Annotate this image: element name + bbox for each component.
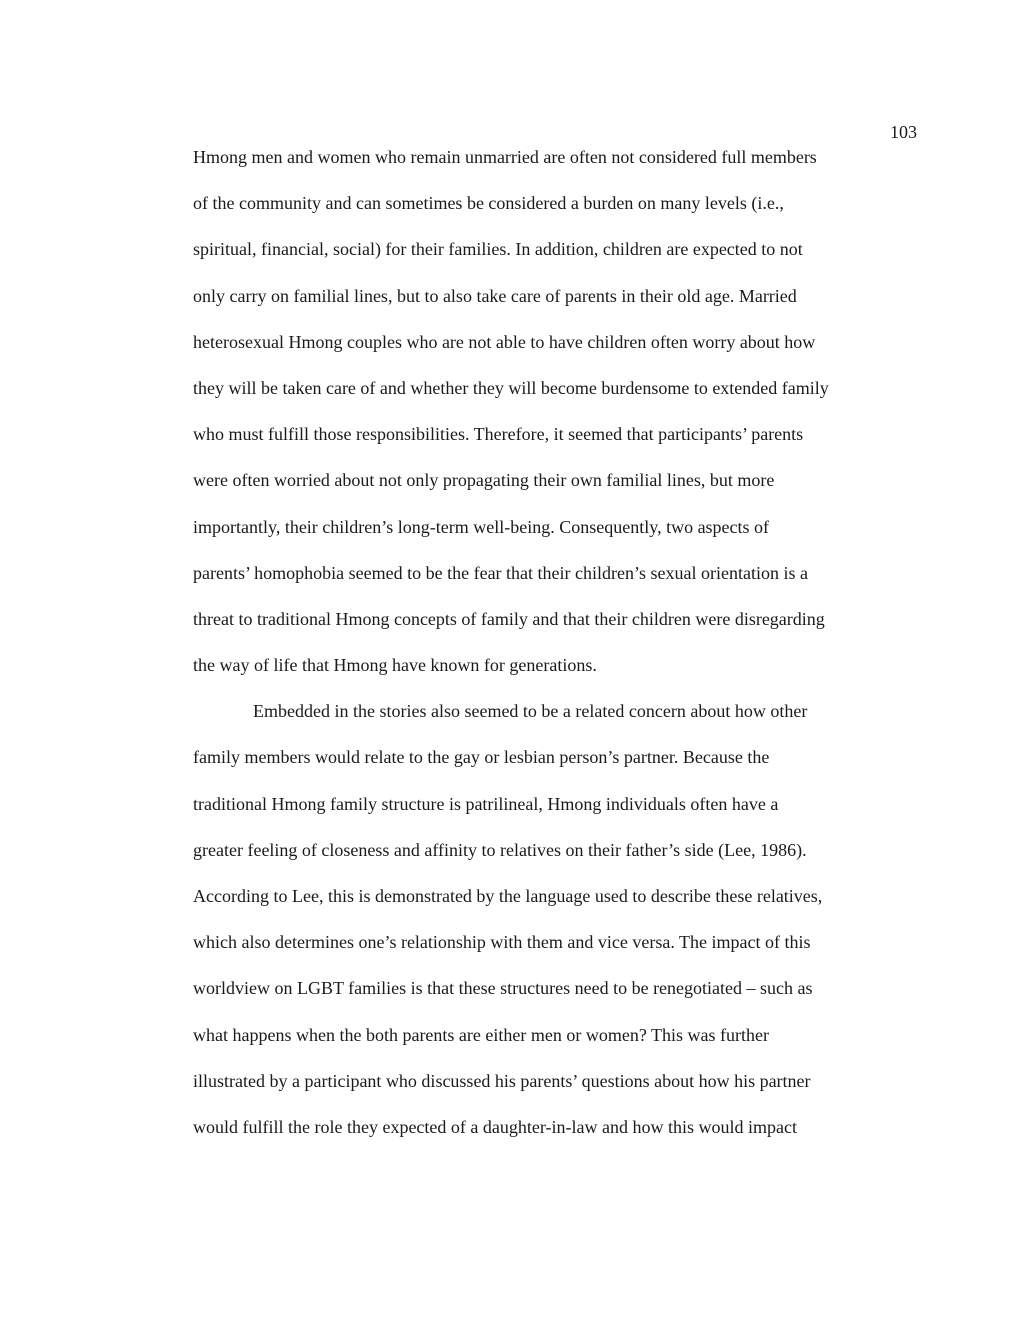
text-line: were often worried about not only propagating their own familial lines, but more bbox=[193, 470, 775, 491]
text-line: only carry on familial lines, but to also take care of parents in their old age. Married bbox=[193, 285, 797, 306]
text-line: of the community and can sometimes be considered a burden on many levels (i.e., bbox=[193, 193, 784, 214]
page-number: 103 bbox=[890, 122, 917, 142]
text-line: family members would relate to the gay or lesbian person’s partner. Because the bbox=[193, 747, 770, 768]
text-line: traditional Hmong family structure is patrilineal, Hmong individuals often have a bbox=[193, 793, 779, 814]
text-line: greater feeling of closeness and affinity to relatives on their father’s side (Lee, 1986). bbox=[193, 839, 807, 860]
text-line: Embedded in the stories also seemed to be a related concern about how other bbox=[253, 701, 808, 722]
text-line: importantly, their children’s long-term well-being. Consequently, two aspects of bbox=[193, 516, 770, 537]
text-line: parents’ homophobia seemed to be the fear that their children’s sexual orientation is a bbox=[193, 562, 808, 583]
text-line: what happens when the both parents are either men or women? This was further bbox=[193, 1024, 769, 1045]
text-line: threat to traditional Hmong concepts of family and that their children were disregarding bbox=[193, 608, 825, 629]
text-line: spiritual, financial, social) for their families. In addition, children are expected to not bbox=[193, 239, 803, 260]
body-text bbox=[193, 145, 933, 1161]
text-line: According to Lee, this is demonstrated by the language used to describe these relatives, bbox=[193, 886, 823, 906]
text-line: they will be taken care of and whether they will become burdensome to extended family bbox=[193, 377, 829, 398]
text-line: the way of life that Hmong have known for generations. bbox=[193, 655, 597, 676]
text-line: illustrated by a participant who discussed his parents’ questions about how his partner bbox=[193, 1070, 811, 1091]
text-line: Hmong men and women who remain unmarried are often not considered full members bbox=[193, 147, 817, 167]
text-line: who must fulfill those responsibilities. Therefore, it seemed that participants’ parents bbox=[193, 424, 804, 445]
text-line: heterosexual Hmong couples who are not able to have children often worry about how bbox=[193, 331, 816, 352]
text-line: would fulfill the role they expected of a daughter-in-law and how this would impact bbox=[193, 1116, 797, 1137]
text-line: which also determines one’s relationship with them and vice versa. The impact of this bbox=[193, 932, 811, 953]
text-line: worldview on LGBT families is that these structures need to be renegotiated – such as bbox=[193, 978, 813, 999]
